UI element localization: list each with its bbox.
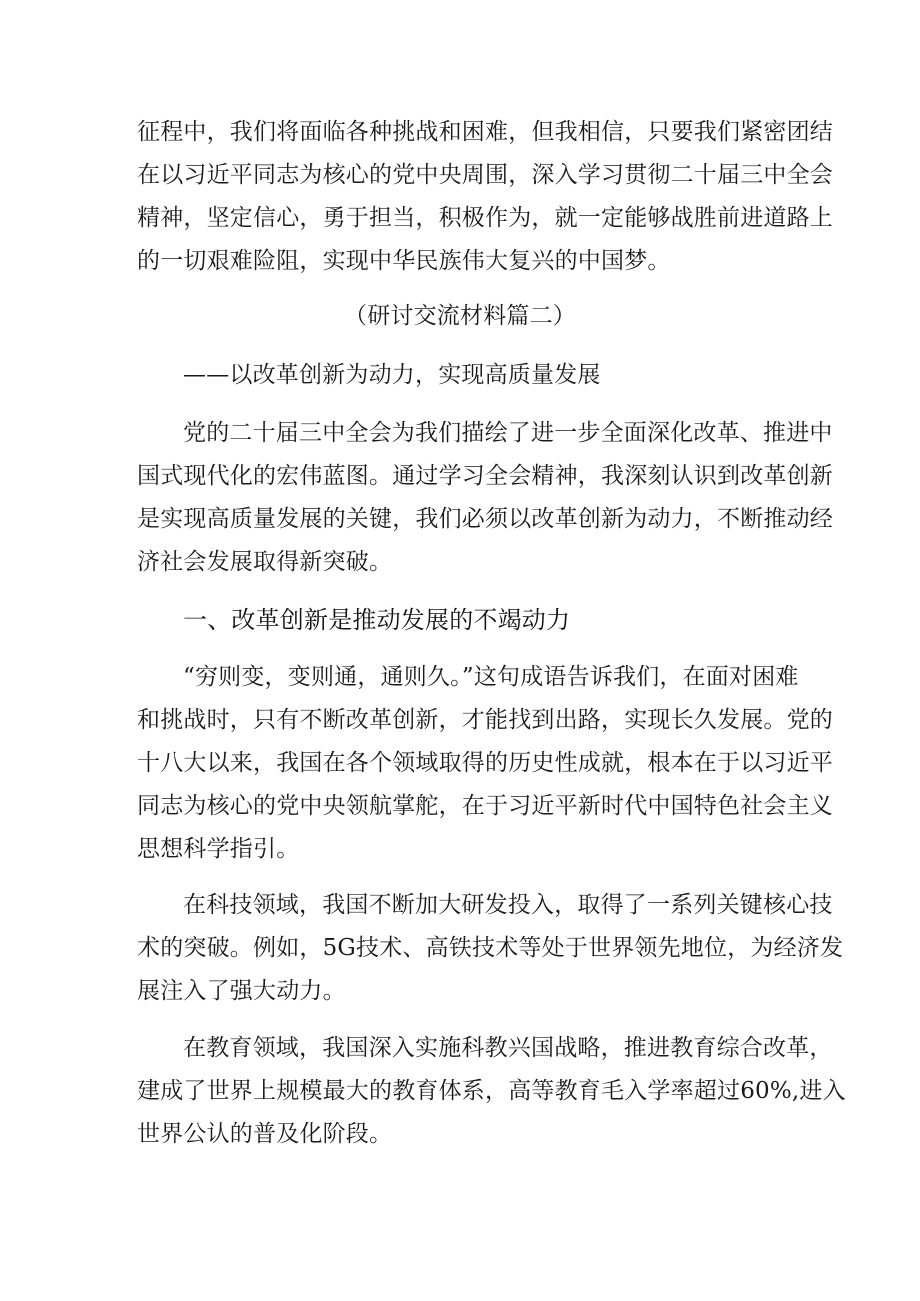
p4-line-1: 在教育领域，我国深入实施科教兴国战略，推进教育综合改革，	[183, 1035, 833, 1061]
intro-line-2: 在以习近平同志为核心的党中央周围，深入学习贯彻二十届三中全会	[137, 162, 833, 188]
p1-line-2: 国式现代化的宏伟蓝图。通过学习全会精神，我深刻认识到改革创新	[137, 463, 833, 489]
section-heading-1: 一、改革创新是推动发展的不竭动力	[183, 606, 571, 634]
p3-line-1: 在科技领域，我国不断加大研发投入，取得了一系列关键核心技	[183, 892, 833, 918]
p1-line-4: 济社会发展取得新突破。	[137, 549, 393, 575]
p2-line-5: 思想科学指引。	[137, 836, 300, 862]
section-title: （研讨交流材料篇二）	[344, 303, 576, 329]
p2-line-1: “穷则变，变则通，通则久。”这句成语告诉我们，在面对困难	[183, 664, 799, 690]
p3-line-2: 术的突破。例如，5G技术、高铁技术等处于世界领先地位，为经济发	[137, 935, 844, 961]
p1-line-3: 是实现高质量发展的关键，我们必须以改革创新为动力，不断推动经	[137, 506, 833, 532]
p3-line-3: 展注入了强大动力。	[137, 978, 346, 1004]
p1-line-1: 党的二十届三中全会为我们描绘了进一步全面深化改革、推进中	[183, 420, 833, 446]
subtitle: ——以改革创新为动力，实现高质量发展	[183, 362, 601, 388]
p4-line-3: 世界公认的普及化阶段。	[137, 1121, 393, 1147]
p4-line-2: 建成了世界上规模最大的教育体系，高等教育毛入学率超过60%,进入	[137, 1078, 846, 1104]
p2-line-3: 十八大以来，我国在各个领域取得的历史性成就，根本在于以习近平	[137, 750, 833, 776]
intro-line-4: 的一切艰难险阻，实现中华民族伟大复兴的中国梦。	[137, 248, 671, 274]
p2-line-4: 同志为核心的党中央领航掌舵，在于习近平新时代中国特色社会主义	[137, 793, 833, 819]
intro-line-3: 精神，坚定信心，勇于担当，积极作为，就一定能够战胜前进道路上	[137, 205, 833, 231]
p2-line-2: 和挑战时，只有不断改革创新，才能找到出路，实现长久发展。党的	[137, 707, 833, 733]
intro-line-1: 征程中，我们将面临各种挑战和困难，但我相信，只要我们紧密团结	[137, 119, 833, 145]
